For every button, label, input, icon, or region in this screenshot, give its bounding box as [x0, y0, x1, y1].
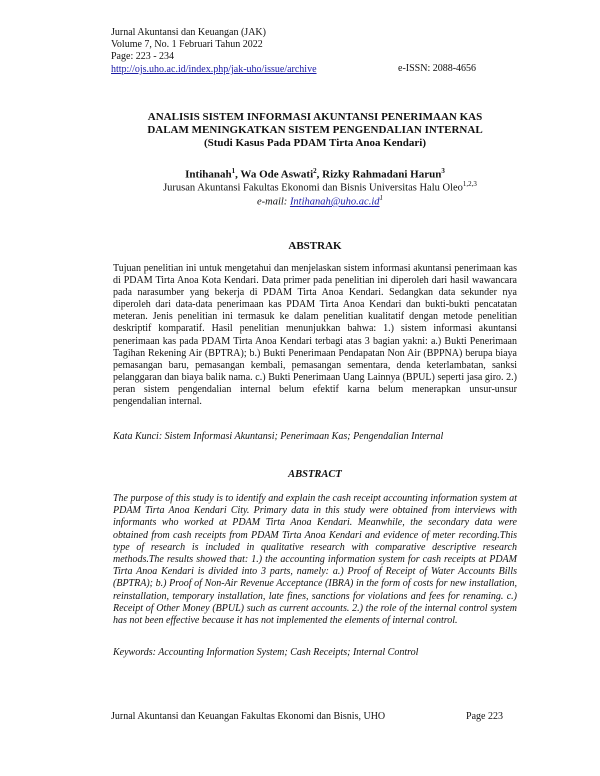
- abstrak-keywords: Kata Kunci: Sistem Informasi Akuntansi; Penerimaan Kas; Pengendalian Internal: [113, 431, 444, 442]
- email-label: e-mail:: [256, 196, 290, 208]
- abstrak-heading: ABSTRAK: [288, 240, 342, 252]
- email-line: [90, 192, 550, 209]
- journal-pages: Page: 223 - 234: [111, 51, 175, 63]
- page-footer: [111, 711, 503, 723]
- footer-journal: Jurnal Akuntansi dan Keuangan Fakultas Ekonomi dan Bisnis, UHO: [111, 711, 386, 722]
- author-2: , Wa Ode Aswati: [235, 168, 314, 181]
- title-line-1: ANALISIS SISTEM INFORMASI AKUNTANSI PENERIMAAN KAS: [147, 111, 483, 123]
- email-link[interactable]: Intihanah@uho.ac.id: [289, 196, 380, 208]
- journal-issn: e-ISSN: 2088-4656: [398, 63, 477, 74]
- paper-title: [100, 111, 530, 150]
- author-2-sup: 2: [313, 167, 317, 175]
- journal-url-link[interactable]: http://ojs.uho.ac.id/index.php/jak-uho/issue/archive: [111, 63, 317, 75]
- abstrak-body: Tujuan penelitian ini untuk mengetahui dan menjelaskan sistem informasi akuntansi penerimaan kas di PDAM Tirta Anoa Kota Kendari. Data primer pada penelitian ini diperoleh dari hasil wawancara pada narasumber yang bekerja di PDAM Tirta Anoa Kendari. Sedangkan data sekunder nya diperoleh dari data-data penerimaan kas PDAM Tirta Anoa Kendari dan bukti-bukti pencatatan meteran. Jenis penelitian ini termasuk ke dalam penelitian kualitatif dengan metode penelitian deskriptif komparatif. Hasil penelitian menunjukkan bahwa: 1.) sistem informasi akuntansi penerimaan kas pada PDAM Tirta Anoa Kendari terbagi atas 3 bagian yakni: a.) Bukti Penerimaan Tagihan Rekening Air (BPTRA); b.) Bukti Penerimaan Pendapatan Non Air (BPPNA) berupa biaya pemasangan baru, pemasangan kembali, pemasangan sementara, denda keterlambatan, sanksi pelanggaran dan biaya balik nama. c.) Bukti Penerimaan Uang Lainnya (BPUL) seperti jasa giro. 2.) peran sistem pengendalian internal belum efektif karna belum menerapkan unsur-unsur pengendalian internal.: [113, 263, 517, 408]
- journal-volume: Volume 7, No. 1 Februari Tahun 2022: [111, 39, 263, 51]
- author-1: Intihanah: [185, 168, 232, 181]
- abstract-heading: ABSTRACT: [288, 469, 342, 480]
- email-sup: 1: [379, 194, 384, 202]
- author-1-sup: 1: [231, 167, 236, 175]
- title-subtitle: (Studi Kasus Pada PDAM Tirta Anoa Kendari): [203, 137, 427, 149]
- author-3-sup: 3: [441, 167, 445, 175]
- footer-page-number: Page 223: [466, 711, 503, 722]
- abstract-body: The purpose of this study is to identify and explain the cash receipt accounting information system at PDAM Tirta Anoa Kendari City. Primary data in this study were obtained from interviews with informants who worked at PDAM Tirta Anoa Kendari. Meanwhile, the secondary data were obtained from cash receipts from PDAM Tirta Anoa Kendari and evidence of meter recording.This type of research is included in qualitative research with comparative descriptive research methods.The results showed that: 1.) the accounting information system for cash receipts at PDAM Tirta Anoa Kendari is divided into 3 parts, namely: a.) Proof of Receipt of Water Accounts Bills (BPTRA); b.) Proof of Non-Air Revenue Acceptance (IBRA) in the form of costs for new installation, reinstallation, temporary installation, late fines, sanctions for violations and fees for renaming. c.) Receipt of Other Money (BPUL) such as current accounts. 2.) the role of the internal control system has not been effective because it has not implemented the elements of internal control.: [113, 493, 517, 627]
- abstract-keywords: Keywords: Accounting Information System; Cash Receipts; Internal Control: [113, 647, 419, 658]
- journal-header: [111, 27, 317, 76]
- affiliation-sup: 1,2,3: [462, 180, 477, 188]
- journal-name: Jurnal Akuntansi dan Keuangan (JAK): [111, 27, 266, 38]
- affiliation-text: Jurusan Akuntansi Fakultas Ekonomi dan Bisnis Universitas Halu Oleo: [163, 182, 463, 194]
- title-line-2: DALAM MENINGKATKAN SISTEM PENGENDALIAN INTERNAL: [147, 124, 483, 136]
- author-3: , Rizky Rahmadani Harun: [316, 168, 442, 181]
